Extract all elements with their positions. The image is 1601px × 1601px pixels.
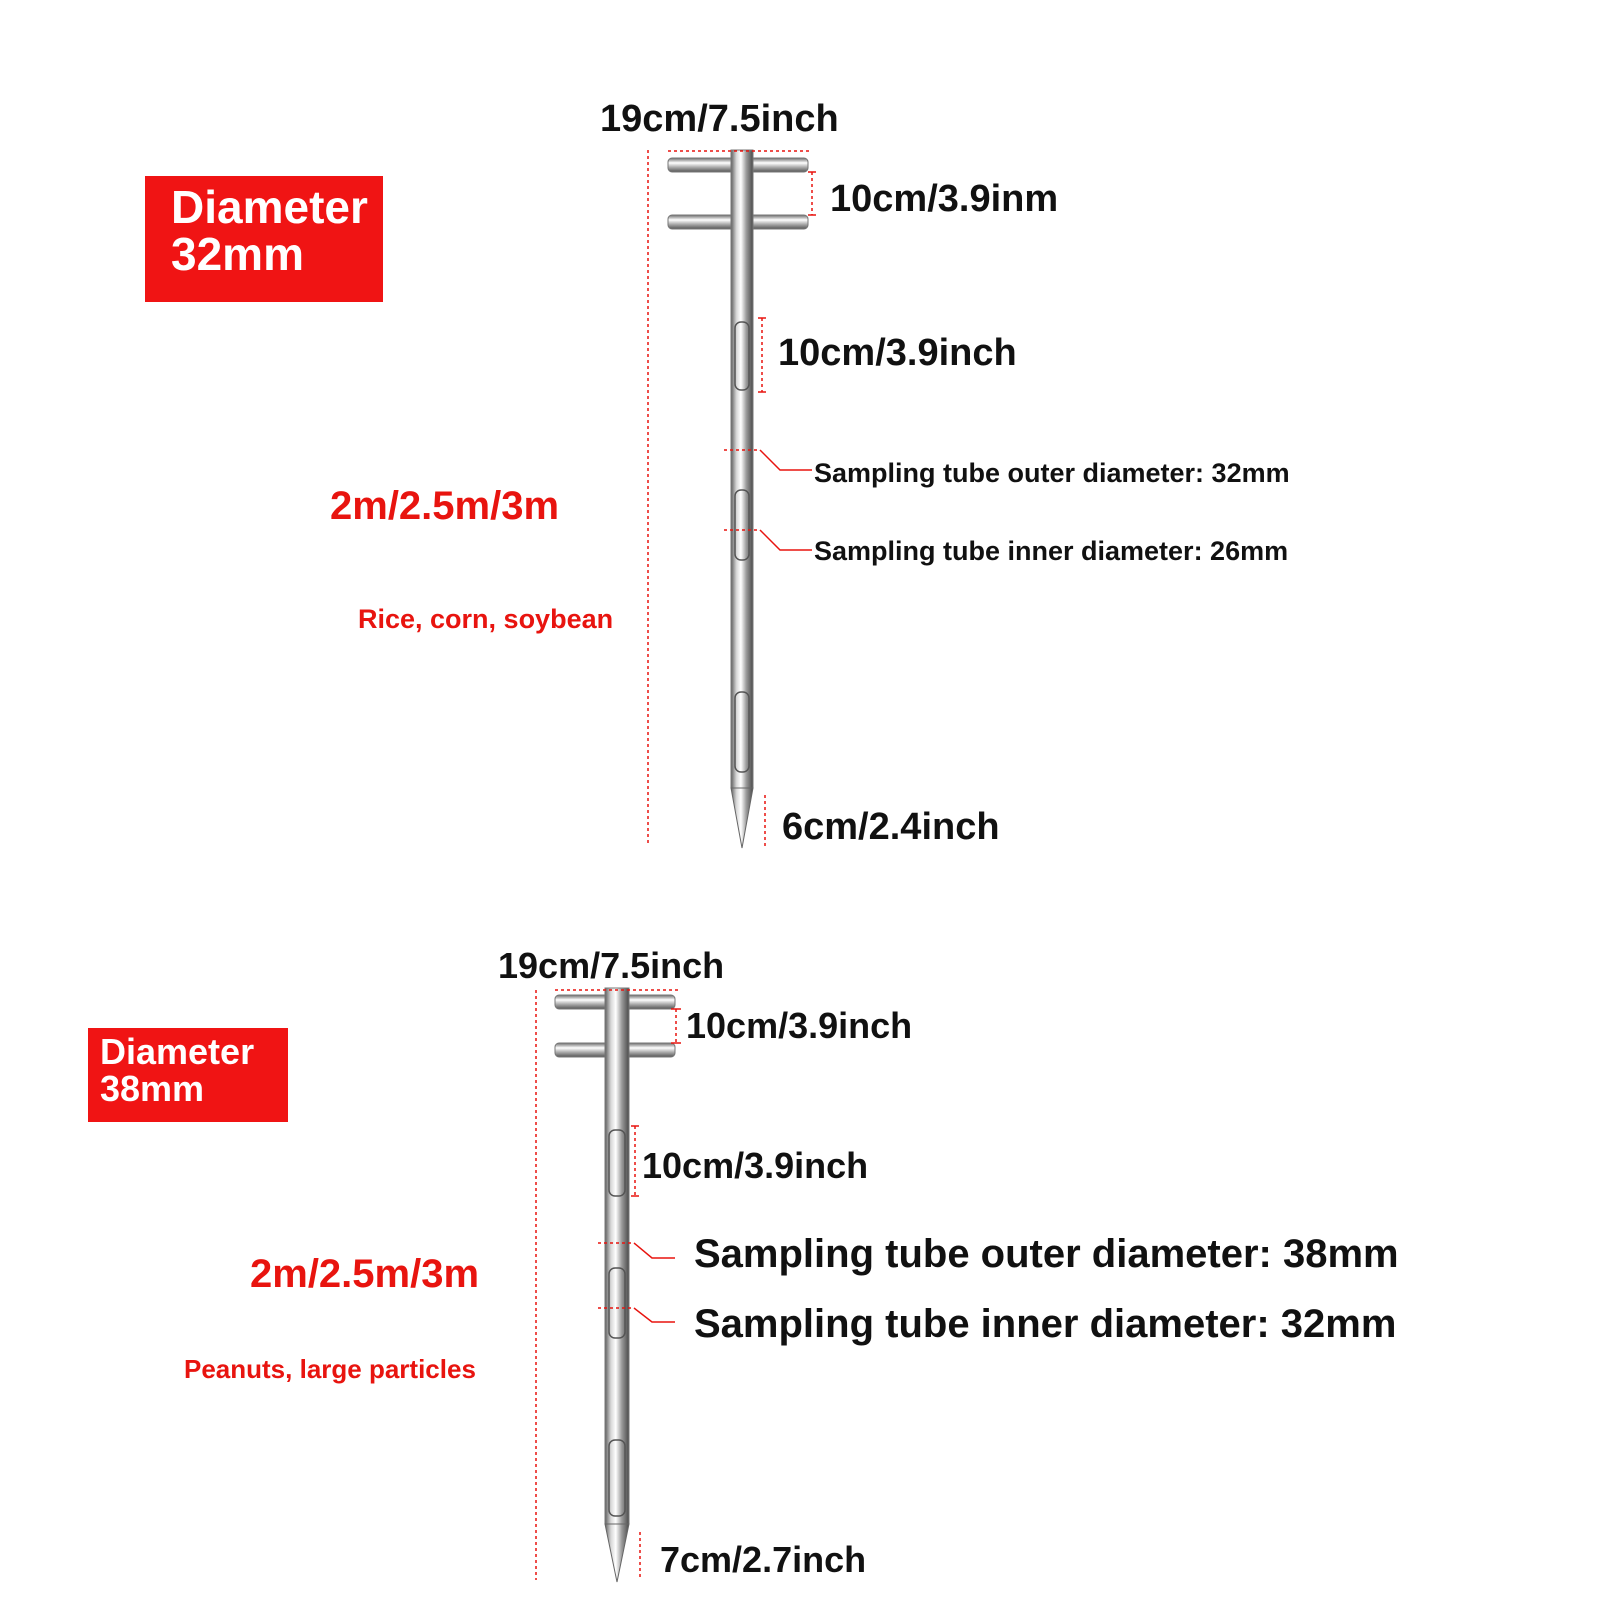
probe-32mm <box>648 150 816 848</box>
use-label: Rice, corn, soybean <box>358 604 614 634</box>
tip-length-label: 7cm/2.7inch <box>660 1539 867 1580</box>
badge-line-1: Diameter <box>100 1031 255 1072</box>
probe-tip <box>605 1524 629 1582</box>
badge-line-2: 38mm <box>100 1067 205 1109</box>
outer-diameter-label: Sampling tube outer diameter: 38mm <box>694 1232 1399 1276</box>
total-length-label: 2m/2.5m/3m <box>250 1252 480 1296</box>
badge-line-2: 32mm <box>171 227 304 280</box>
tip-length-label: 6cm/2.4inch <box>782 806 1000 848</box>
probe-tip <box>731 788 753 848</box>
diameter-badge <box>145 176 383 302</box>
handle-width-label: 19cm/7.5inch <box>498 945 725 986</box>
use-label: Peanuts, large particles <box>184 1354 476 1384</box>
total-length-label: 2m/2.5m/3m <box>330 484 560 528</box>
outer-diameter-label: Sampling tube outer diameter: 32mm <box>814 458 1290 488</box>
handle-spacing-label: 10cm/3.9inm <box>830 178 1059 220</box>
probe-shaft <box>605 988 629 1524</box>
diameter-badge <box>88 1028 288 1122</box>
slot-length-label: 10cm/3.9inch <box>778 332 1017 374</box>
slot-length-label: 10cm/3.9inch <box>642 1145 869 1186</box>
inner-diameter-label: Sampling tube inner diameter: 32mm <box>694 1302 1397 1346</box>
handle-width-label: 19cm/7.5inch <box>600 98 839 140</box>
handle-spacing-label: 10cm/3.9inch <box>686 1005 913 1046</box>
probe-38mm <box>536 988 681 1582</box>
badge-line-1: Diameter <box>171 181 368 233</box>
inner-diameter-label: Sampling tube inner diameter: 26mm <box>814 536 1289 566</box>
